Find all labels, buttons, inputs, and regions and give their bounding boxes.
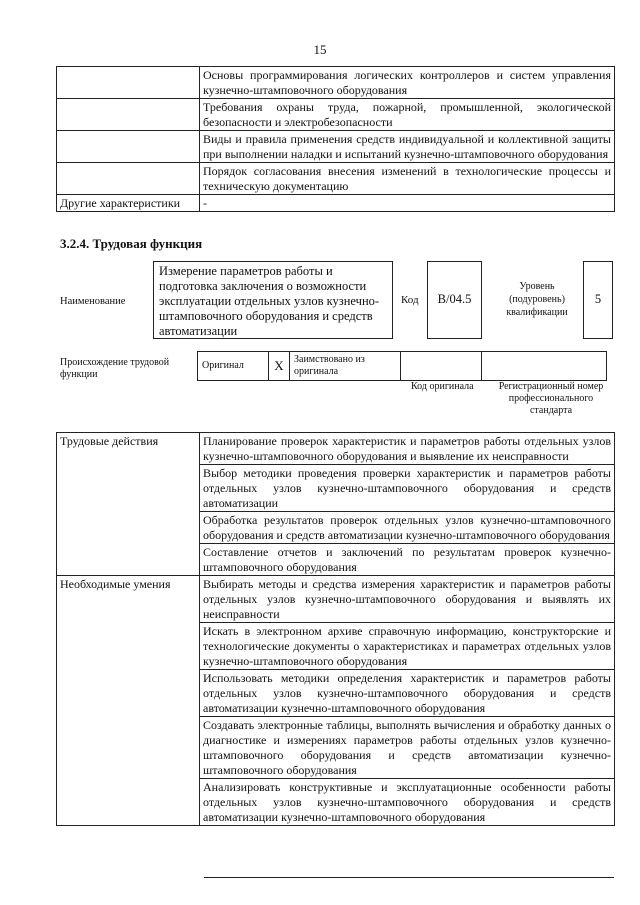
other-characteristics-label: Другие характеристики bbox=[57, 195, 200, 212]
code-original-cell bbox=[401, 352, 482, 381]
level-label: Уровень (подуровень) квалификации bbox=[506, 281, 568, 318]
empty-cell bbox=[57, 163, 200, 195]
table-row bbox=[57, 195, 615, 212]
other-characteristics-value: - bbox=[200, 195, 615, 212]
main-table bbox=[56, 432, 615, 826]
table-row bbox=[57, 433, 615, 465]
action-item: Обработка результатов проверок отдельных узлов кузнечно-штамповочного оборудования и средств автоматизации кузнечно-штамповочного оборудования bbox=[200, 512, 615, 544]
divider bbox=[204, 877, 614, 878]
knowledge-item: Требования охраны труда, пожарной, промышленной, экологической безопасности и электробезопасности bbox=[200, 99, 615, 131]
origin-table bbox=[197, 351, 607, 381]
function-code-box: В/04.5 bbox=[427, 261, 482, 339]
table-row bbox=[57, 67, 615, 99]
code-label: Код bbox=[401, 294, 419, 306]
action-item: Выбор методики проведения проверки характеристик и параметров работы отдельных узлов кузнечно-штамповочного оборудования и средств автоматизации bbox=[200, 465, 615, 512]
original-mark: X bbox=[269, 352, 290, 381]
table-row bbox=[57, 99, 615, 131]
action-item: Составление отчетов и заключений по результатам проверок кузнечно-штамповочного оборудования bbox=[200, 544, 615, 576]
reg-number-cell bbox=[482, 352, 607, 381]
level-box: 5 bbox=[583, 261, 613, 339]
action-item: Планирование проверок характеристик и параметров работы отдельных узлов кузнечно-штамповочного оборудования и выявление их неисправности bbox=[200, 433, 615, 465]
table-row bbox=[57, 163, 615, 195]
skill-item: Искать в электронном архиве справочную информацию, конструкторские и технологические документы о характеристиках и параметрах отдельных узлов кузнечно-штамповочного оборудования bbox=[200, 623, 615, 670]
knowledge-item: Порядок согласования внесения изменений в технологические процессы и техническую документацию bbox=[200, 163, 615, 195]
skill-item: Создавать электронные таблицы, выполнять вычисления и обработку данных о диагностике и измерениях параметров работы отдельных узлов кузнечно-штамповочного оборудования и средств автоматизации кузнечно-штамповочного оборудования bbox=[200, 717, 615, 779]
reg-number-label: Регистрационный номер профессионального стандарта bbox=[498, 381, 604, 416]
table-row bbox=[57, 131, 615, 163]
page-number: 15 bbox=[313, 42, 327, 57]
table-row bbox=[57, 576, 615, 623]
borrowed-label: Заимствовано из оригинала bbox=[290, 352, 401, 381]
empty-cell bbox=[57, 99, 200, 131]
knowledge-item: Основы программирования логических контроллеров и систем управления кузнечно-штамповочного оборудования bbox=[200, 67, 615, 99]
section-heading: 3.2.4. Трудовая функция bbox=[60, 236, 203, 251]
empty-cell bbox=[57, 131, 200, 163]
function-name-box: Измерение параметров работы и подготовка заключения о возможности эксплуатации отдельных узлов кузнечно-штамповочного оборудования и средств автоматизации bbox=[153, 261, 393, 339]
knowledge-table bbox=[56, 66, 615, 212]
skills-label: Необходимые умения bbox=[57, 576, 200, 826]
name-label: Наименование bbox=[60, 296, 126, 307]
original-label: Оригинал bbox=[198, 352, 269, 381]
empty-cell bbox=[57, 67, 200, 99]
knowledge-item: Виды и правила применения средств индивидуальной и коллективной защиты при выполнении наладки и испытаний кузнечно-штамповочного оборудования bbox=[200, 131, 615, 163]
origin-label: Происхождение трудовой функции bbox=[60, 357, 170, 380]
code-original-label: Код оригинала bbox=[411, 381, 474, 392]
skill-item: Использовать методики определения характеристик и параметров работы отдельных узлов кузнечно-штамповочного оборудования и средств автоматизации кузнечно-штамповочного оборудования bbox=[200, 670, 615, 717]
skill-item: Анализировать конструктивные и эксплуатационные особенности работы отдельных узлов кузнечно-штамповочного оборудования и средств автоматизации кузнечно-штамповочного оборудования bbox=[200, 779, 615, 826]
skill-item: Выбирать методы и средства измерения характеристик и параметров работы отдельных узлов кузнечно-штамповочного оборудования и выявлять их неисправности bbox=[200, 576, 615, 623]
actions-label: Трудовые действия bbox=[57, 433, 200, 576]
